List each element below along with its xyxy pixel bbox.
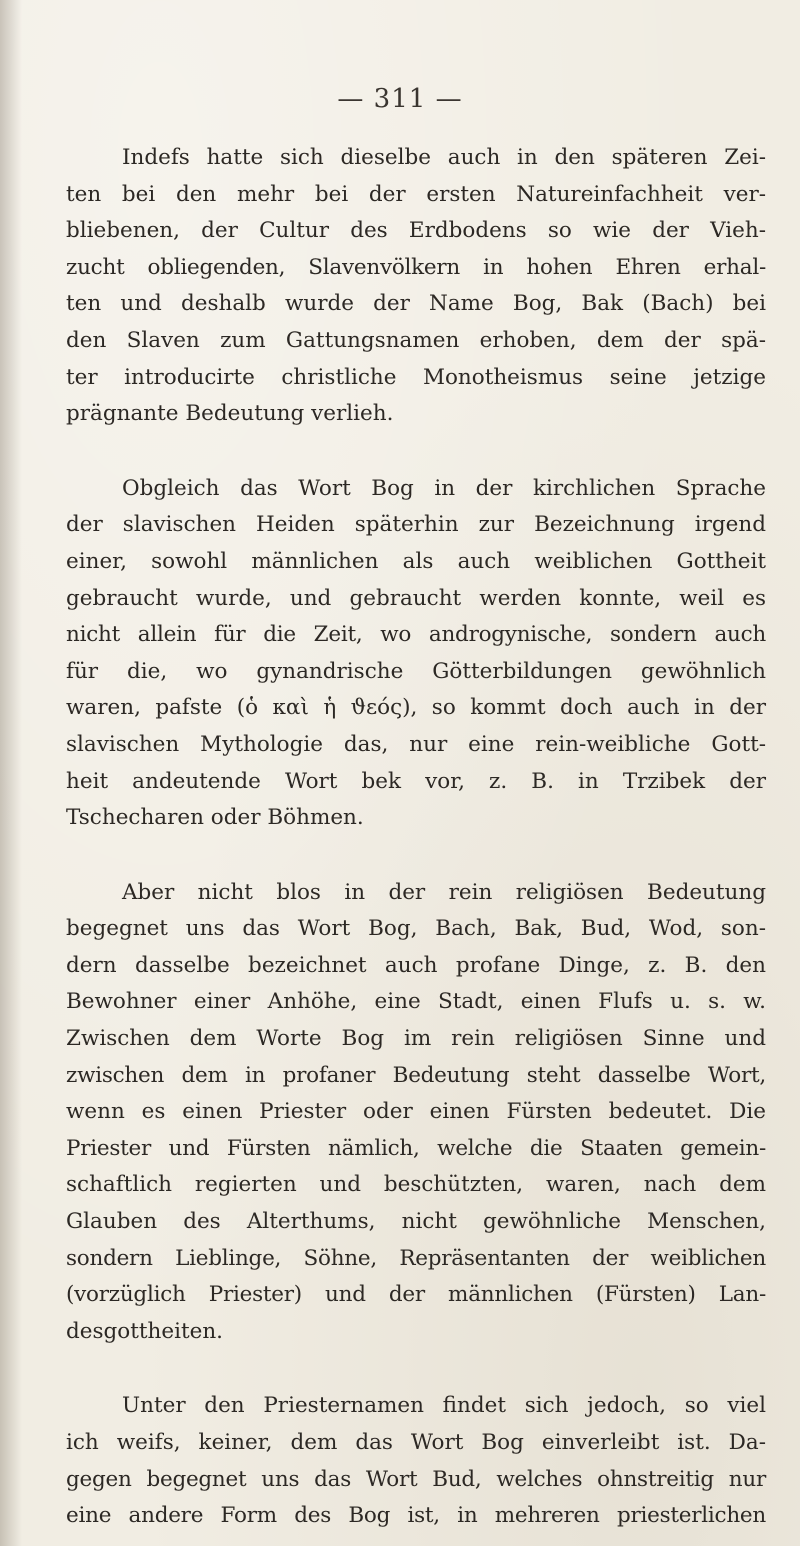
page-number: — 311 — [337, 84, 463, 114]
text-line: Unter den Priesternamen findet sich jedoch, so viel [122, 1393, 766, 1419]
text-line: Glauben des Alterthums, nicht gewöhnliche Menschen, [66, 1209, 766, 1235]
text-line: Zwischen dem Worte Bog im rein religiösen Sinne und [66, 1026, 766, 1052]
text-line: slavischen Mythologie das, nur eine rein-weibliche Gott- [66, 731, 766, 757]
text-line: waren, pafste (ὁ καὶ ἡ ϑεός), so kommt doch auch in der [66, 695, 766, 721]
text-line: Tschecharen oder Böhmen. [66, 805, 364, 831]
text-line: Indefs hatte sich dieselbe auch in den späteren Zei- [122, 145, 766, 170]
text-line: wenn es einen Priester oder einen Fürsten bedeutet. Die [66, 1099, 766, 1125]
text-line: zucht obliegenden, Slavenvölkern in hohen Ehren erhal- [66, 254, 766, 280]
text-line: gebraucht wurde, und gebraucht werden konnte, weil es [66, 585, 766, 611]
text-line: ten bei den mehr bei der ersten Natureinfachheit ver- [66, 181, 766, 207]
text-line: heit andeutende Wort bek vor, z. B. in Trzibek der [66, 768, 766, 794]
text-line: Bewohner einer Anhöhe, eine Stadt, einen Flufs u. s. w. [66, 989, 766, 1015]
text-line: (vorzüglich Priester) und der männlichen (Fürsten) Lan- [66, 1282, 766, 1308]
body-text [66, 140, 766, 1535]
text-line: eine andere Form des Bog ist, in mehreren priesterlichen [66, 1503, 766, 1529]
text-line: Priester und Fürsten nämlich, welche die Staaten gemein- [66, 1135, 766, 1161]
text-line: begegnet uns das Wort Bog, Bach, Bak, Bud, Wod, son- [66, 916, 766, 942]
text-line: den Slaven zum Gattungsnamen erhoben, dem der spä- [66, 327, 766, 353]
paragraph-1 [66, 140, 766, 433]
text-line: gegen begegnet uns das Wort Bud, welches ohnstreitig nur [66, 1466, 766, 1492]
text-line: einer, sowohl männlichen als auch weiblichen Gottheit [66, 548, 766, 574]
text-line: für die, wo gynandrische Götterbildungen gewöhnlich [66, 658, 766, 684]
text-line: zwischen dem in profaner Bedeutung steht dasselbe Wort, [66, 1062, 766, 1088]
page-gutter-shadow [0, 0, 22, 1546]
text-line: nicht allein für die Zeit, wo androgynische, sondern auch [66, 622, 766, 648]
text-line: bliebenen, der Cultur des Erdbodens so wie der Vieh- [66, 218, 766, 244]
paragraph-2 [66, 471, 766, 837]
text-line: prägnante Bedeutung verlieh. [66, 401, 394, 427]
text-line: der slavischen Heiden späterhin zur Bezeichnung irgend [66, 512, 766, 538]
text-line: ten und deshalb wurde der Name Bog, Bak (Bach) bei [66, 291, 766, 317]
text-line: Aber nicht blos in der rein religiösen Bedeutung [122, 879, 766, 905]
text-line: schaftlich regierten und beschützten, waren, nach dem [66, 1172, 766, 1198]
paragraph-4 [66, 1388, 766, 1534]
text-line: sondern Lieblinge, Söhne, Repräsentanten der weiblichen [66, 1245, 766, 1271]
text-line: dern dasselbe bezeichnet auch profane Dinge, z. B. den [66, 952, 766, 978]
text-line: ter introducirte christliche Monotheismus seine jetzige [66, 364, 766, 390]
text-line: ich weifs, keiner, dem das Wort Bog einverleibt ist. Da- [66, 1430, 766, 1455]
text-line: Obgleich das Wort Bog in der kirchlichen Sprache [122, 475, 766, 501]
paragraph-3 [66, 875, 766, 1351]
text-line: desgottheiten. [66, 1318, 223, 1344]
